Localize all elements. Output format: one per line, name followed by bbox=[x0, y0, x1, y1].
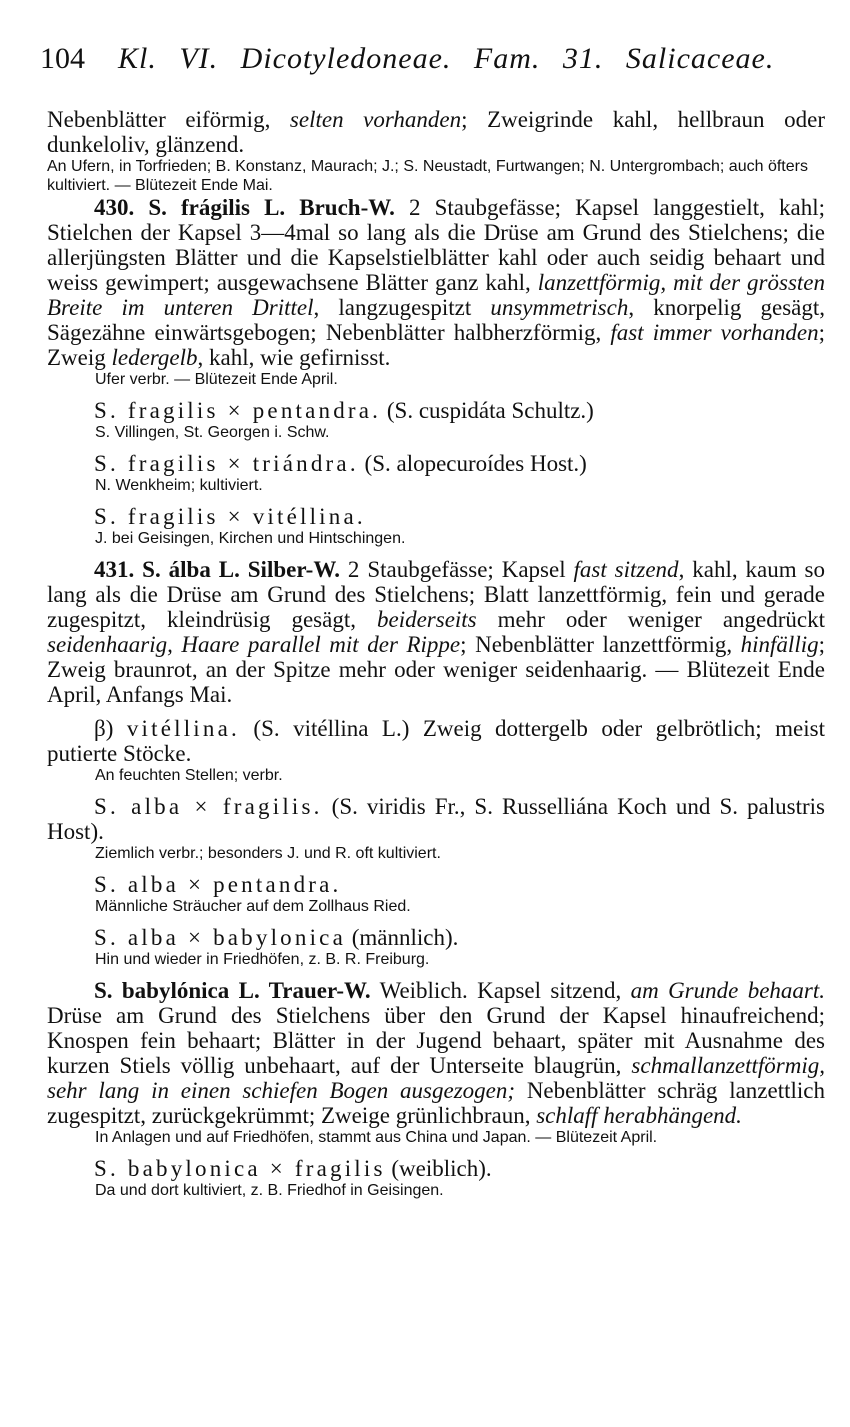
paragraph bbox=[47, 978, 825, 1128]
paragraph bbox=[47, 195, 825, 370]
emphasis-text: schmallanzettförmig, sehr lang in einen schiefen Bogen ausgezogen; bbox=[47, 1053, 825, 1103]
emphasis-text: ledergelb bbox=[111, 345, 198, 370]
text-run: ; Zweig bbox=[47, 320, 825, 370]
emphasis-text: seidenhaarig, Haare parallel mit der Rippe bbox=[47, 632, 461, 657]
paragraph bbox=[47, 925, 825, 950]
paragraph bbox=[47, 107, 825, 157]
locality-note bbox=[47, 766, 825, 785]
text-run: (S. alopecuroídes Host.) bbox=[358, 451, 587, 476]
text-run: ; Zweigrinde kahl, hellbraun oder dunkeloliv, glänzend. bbox=[47, 107, 825, 157]
text-run: Da und dort kultiviert, z. B. Friedhof in Geisingen. bbox=[95, 1182, 444, 1199]
text-run: , kahl, wie gefirnisst. bbox=[197, 345, 391, 370]
text-run: ; Zweig braunrot, an der Spitze mehr oder weniger seidenhaarig. — Blütezeit Ende April, Anfangs Mai. bbox=[47, 632, 825, 707]
hybrid-name: S. fragilis × triándra. bbox=[94, 451, 359, 476]
emphasis-text: am Grunde behaart. bbox=[630, 978, 825, 1003]
species-heading: S. babylónica L. Trauer-W. bbox=[94, 978, 371, 1003]
page-content bbox=[47, 107, 825, 1200]
text-run: 2 Staubgefässe; Kapsel langgestielt, kahl; Stielchen der Kapsel 3—4mal so lang als die Drüse am Grund des Stielchens; die allerjüngsten Blätter und die Kapselstielblätter kahl oder auch seidig behaart und weiss gewimpert; ausgewachsene Blätter ganz kahl, bbox=[47, 195, 825, 295]
emphasis-text: fast immer vorhanden bbox=[610, 320, 819, 345]
hybrid-name: S. alba × fragilis. bbox=[94, 794, 323, 819]
locality-note bbox=[47, 1128, 825, 1147]
text-run: , kahl, kaum so lang als die Drüse am Grund des Stielchens; Blatt lanzettförmig, fein und gerade zugespitzt, kleindrüsig gesägt, bbox=[47, 557, 825, 632]
text-run: Weiblich. Kapsel sitzend, bbox=[370, 978, 631, 1003]
running-header bbox=[40, 42, 830, 82]
text-run: Ufer verbr. — Blütezeit Ende April. bbox=[95, 371, 338, 388]
paragraph bbox=[47, 1156, 825, 1181]
paragraph bbox=[47, 794, 825, 844]
text-run: Nebenblätter eiförmig, bbox=[47, 107, 290, 132]
locality-note bbox=[47, 897, 825, 916]
text-run: An Ufern, in Torfrieden; B. Konstanz, Maurach; J.; S. Neustadt, Furtwangen; N. Untergrombach; auch öfters kultiviert. — Blütezeit Ende Mai. bbox=[47, 158, 808, 194]
paragraph bbox=[47, 872, 825, 897]
text-run: , langzugespitzt bbox=[313, 295, 491, 320]
text-run: Männliche Sträucher auf dem Zollhaus Ried. bbox=[95, 898, 411, 915]
text-run: (S. vitéllina L.) Zweig dottergelb oder gelbrötlich; meist putierte Stöcke. bbox=[47, 716, 825, 766]
text-run: (S. viridis Fr., S. Russelliána Koch und S. palustris Host). bbox=[47, 794, 825, 844]
hybrid-name: S. fragilis × vitéllina. bbox=[94, 504, 366, 529]
text-run: 2 Staubgefässe; Kapsel bbox=[339, 557, 574, 582]
text-run: J. bei Geisingen, Kirchen und Hintschingen. bbox=[95, 530, 406, 547]
hybrid-name: vitéllina. bbox=[126, 716, 240, 741]
locality-note bbox=[47, 423, 825, 442]
paragraph bbox=[47, 557, 825, 707]
emphasis-text: lanzettförmig, mit der grössten Breite im unteren Drittel bbox=[47, 270, 825, 320]
emphasis-text: fast sitzend bbox=[573, 557, 679, 582]
locality-note bbox=[47, 476, 825, 495]
text-run: An feuchten Stellen; verbr. bbox=[95, 767, 283, 784]
hybrid-name: S. babylonica × fragilis bbox=[94, 1156, 386, 1181]
text-run: ; Nebenblätter lanzettförmig, bbox=[460, 632, 741, 657]
hybrid-name: S. fragilis × pentandra. bbox=[94, 398, 382, 423]
locality-note bbox=[47, 1181, 825, 1200]
text-run: β) bbox=[94, 716, 127, 741]
locality-note bbox=[47, 950, 825, 969]
paragraph bbox=[47, 716, 825, 766]
emphasis-text: unsymmetrisch bbox=[490, 295, 629, 320]
text-run: , knorpelig gesägt, Sägezähne einwärtsgebogen; Nebenblätter halbherzförmig, bbox=[47, 295, 825, 345]
page-number: 104 bbox=[40, 42, 85, 75]
locality-note bbox=[47, 370, 825, 389]
text-run: Hin und wieder in Friedhöfen, z. B. R. Freiburg. bbox=[95, 951, 430, 968]
emphasis-text: selten vorhanden bbox=[289, 107, 462, 132]
running-title: Kl. VI. Dicotyledoneae. Fam. 31. Salicaceae. bbox=[118, 42, 775, 75]
text-run: Ziemlich verbr.; besonders J. und R. oft kultiviert. bbox=[95, 845, 441, 862]
text-run: (S. cuspidáta Schultz.) bbox=[381, 398, 594, 423]
hybrid-name: S. alba × babylonica bbox=[94, 925, 346, 950]
paragraph bbox=[47, 504, 825, 529]
text-run: In Anlagen und auf Friedhöfen, stammt aus China und Japan. — Blütezeit April. bbox=[95, 1129, 658, 1146]
hybrid-name: S. alba × pentandra. bbox=[94, 872, 342, 897]
locality-note bbox=[47, 529, 825, 548]
text-run: Drüse am Grund des Stielchens über den Grund der Kapsel hinaufreichend; Knospen fein behaart; Blätter in der Jugend behaart, später mit Ausnahme des kurzen Stiels völlig unbehaart, auf der Unterseite blaugrün, bbox=[47, 1003, 825, 1078]
text-run: S. Villingen, St. Georgen i. Schw. bbox=[95, 424, 330, 441]
text-run: Nebenblätter schräg lanzettlich zugespitzt, zurückgekrümmt; Zweige grünlichbraun, bbox=[47, 1078, 825, 1128]
species-heading: 431. S. álba L. Silber-W. bbox=[94, 557, 340, 582]
emphasis-text: beiderseits bbox=[376, 607, 477, 632]
paragraph bbox=[47, 451, 825, 476]
text-run: (männlich). bbox=[345, 925, 459, 950]
text-run: (weiblich). bbox=[385, 1156, 492, 1181]
locality-note bbox=[47, 844, 825, 863]
species-heading: 430. S. frágilis L. Bruch-W. bbox=[94, 195, 395, 220]
paragraph bbox=[47, 398, 825, 423]
text-run: N. Wenkheim; kultiviert. bbox=[95, 477, 263, 494]
emphasis-text: hinfällig bbox=[740, 632, 819, 657]
locality-note bbox=[47, 157, 825, 195]
text-run: mehr oder weniger angedrückt bbox=[476, 607, 825, 632]
emphasis-text: schlaff herabhängend. bbox=[536, 1103, 742, 1128]
